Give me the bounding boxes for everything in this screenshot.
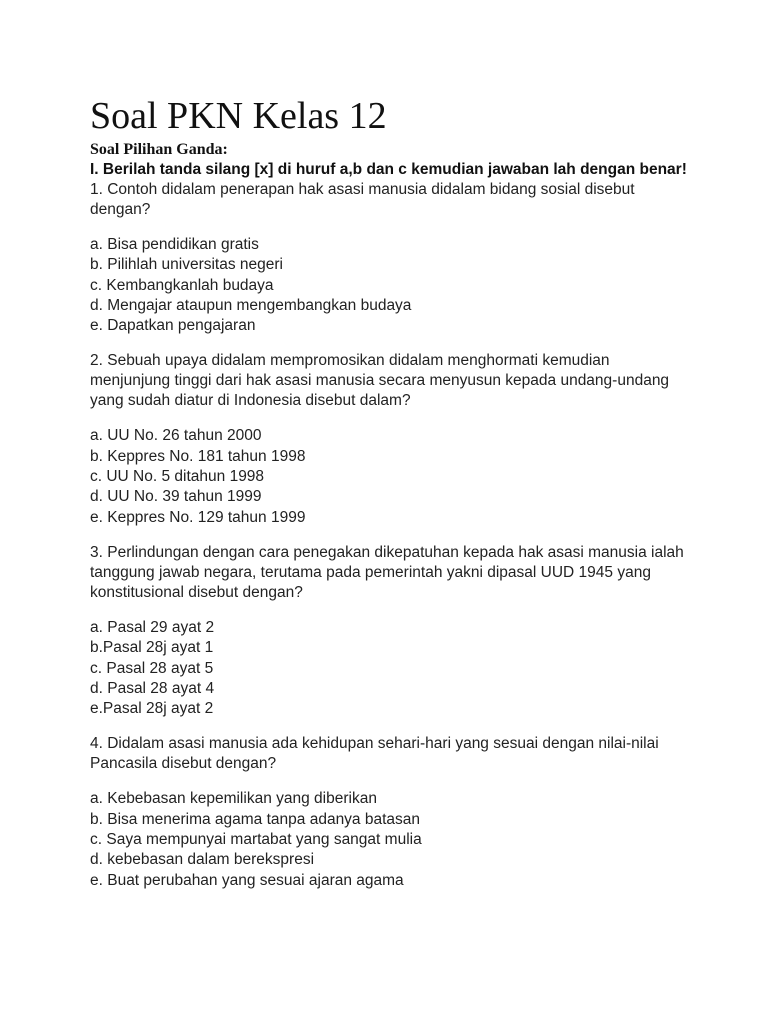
option-list: [90, 235, 690, 336]
question-text: 3. Perlindungan dengan cara penegakan dikepatuhan kepada hak asasi manusia ialah tanggung jawab negara, terutama pada pemerintah yakni dipasal UUD 1945 yang konstitusional disebut dengan?: [90, 543, 684, 601]
option-item: e.Pasal 28j ayat 2: [90, 700, 214, 718]
question-text: 2. Sebuah upaya didalam mempromosikan didalam menghormati kemudian menjunjung tinggi dari hak asasi manusia secara menyusun kepada undang-undang yang sudah diatur di Indonesia disebut dalam?: [90, 352, 670, 410]
question-block: [90, 543, 690, 719]
option-item: c. Saya mempunyai martabat yang sangat mulia: [90, 831, 422, 849]
question-text: 4. Didalam asasi manusia ada kehidupan sehari-hari yang sesuai dengan nilai-nilai Pancasila disebut dengan?: [90, 735, 659, 773]
option-item: d. UU No. 39 tahun 1999: [90, 488, 262, 506]
option-item: c. Pasal 28 ayat 5: [90, 659, 214, 677]
option-item: e. Keppres No. 129 tahun 1999: [90, 508, 306, 526]
option-list: [90, 789, 690, 890]
option-item: b. Keppres No. 181 tahun 1998: [90, 447, 306, 465]
instruction-text: I. Berilah tanda silang [x] di huruf a,b dan c kemudian jawaban lah dengan benar!: [90, 161, 687, 178]
option-item: a. Pasal 29 ayat 2: [90, 618, 215, 636]
question-block: [90, 180, 690, 336]
document-page: [90, 92, 690, 891]
question-text: 1. Contoh didalam penerapan hak asasi manusia didalam bidang sosial disebut dengan?: [90, 181, 635, 218]
question-block: [90, 351, 690, 527]
option-item: d. Pasal 28 ayat 4: [90, 679, 215, 697]
option-item: a. Kebebasan kepemilikan yang diberikan: [90, 790, 377, 808]
option-item: b. Pilihlah universitas negeri: [90, 256, 283, 274]
option-item: a. UU No. 26 tahun 2000: [90, 427, 262, 445]
question-block: [90, 734, 690, 890]
option-list: [90, 618, 690, 719]
option-item: a. Bisa pendidikan gratis: [90, 236, 259, 253]
option-item: d. kebebasan dalam berekspresi: [90, 851, 315, 869]
option-item: c. Kembangkanlah budaya: [90, 276, 274, 294]
option-item: c. UU No. 5 ditahun 1998: [90, 468, 265, 486]
page-title: Soal PKN Kelas 12: [90, 95, 387, 137]
option-item: e. Dapatkan pengajaran: [90, 317, 256, 335]
option-list: [90, 426, 690, 527]
option-item: b. Bisa menerima agama tanpa adanya batasan: [90, 810, 421, 828]
section-subtitle: Soal Pilihan Ganda:: [90, 141, 228, 158]
option-item: e. Buat perubahan yang sesuai ajaran agama: [90, 871, 404, 889]
option-item: b.Pasal 28j ayat 1: [90, 639, 214, 657]
option-item: d. Mengajar ataupun mengembangkan budaya: [90, 296, 412, 314]
